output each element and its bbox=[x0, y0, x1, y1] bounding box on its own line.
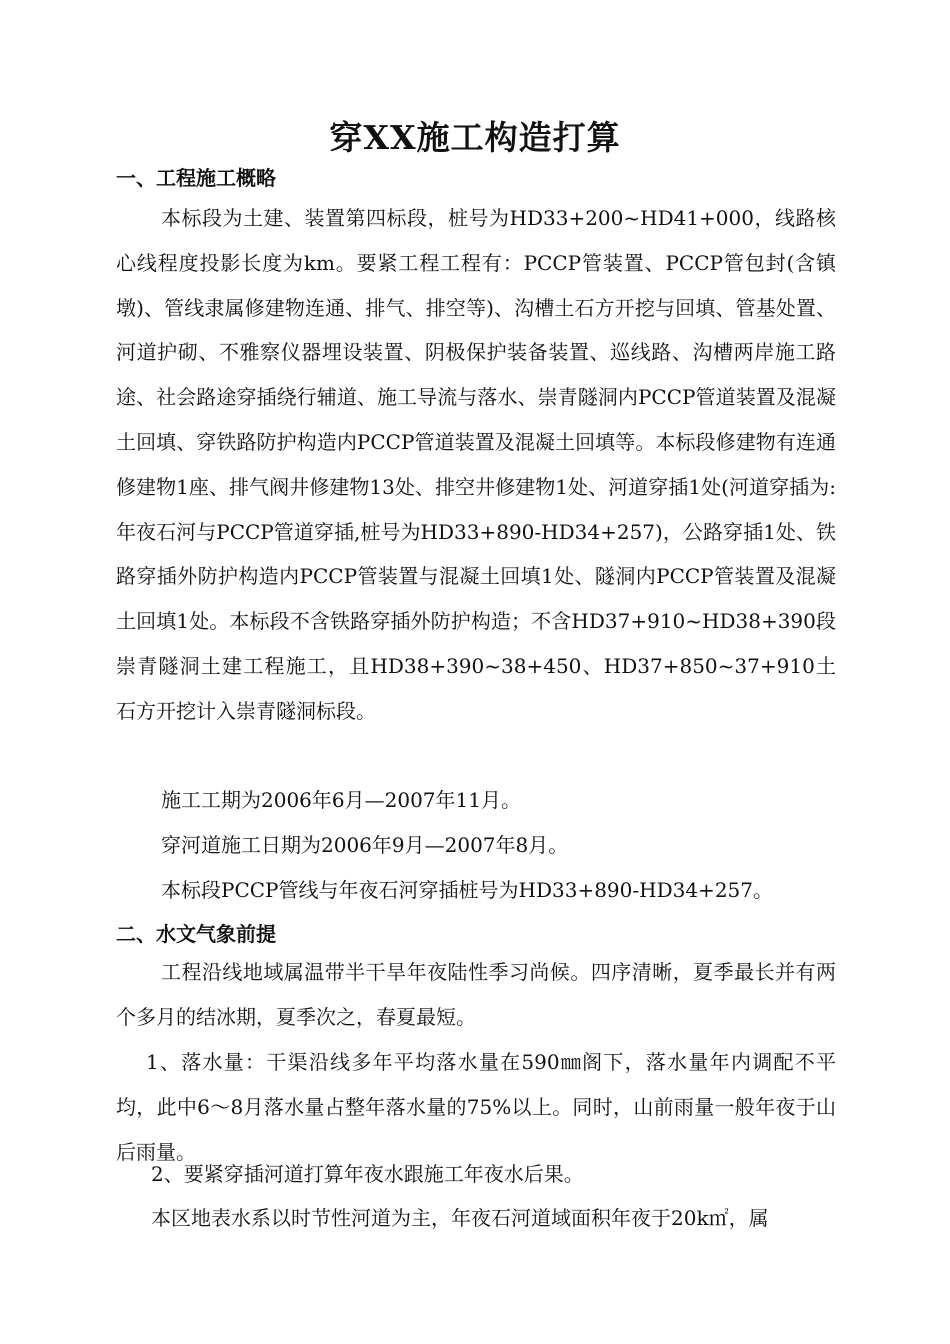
construction-period: 施工工期为2006年6月—2007年11月。 bbox=[161, 788, 521, 812]
section-heading-hydrology: 二、水文气象前提 bbox=[116, 922, 276, 946]
climate-paragraph: 工程沿线地域属温带半干旱年夜陆性季习尚候。四序清晰，夏季最长并有两个多月的结冰期，夏季次之，春夏最短。 bbox=[116, 960, 836, 1029]
river-crossing-station: 本标段PCCP管线与年夜石河穿插桩号为HD33+890-HD34+257。 bbox=[161, 878, 773, 902]
rainfall-paragraph: 1、落水量：干渠沿线多年平均落水量在590㎜阁下，落水量年内调配不平均，此中6～8月落水量占整年落水量的75%以上。同时，山前雨量一般年夜于山后雨量。 bbox=[116, 1050, 836, 1164]
flood-heading-line: 2、要紧穿插河道打算年夜水跟施工年夜水后果。 bbox=[151, 1162, 584, 1186]
document-title: 穿XX施工构造打算 bbox=[329, 118, 621, 157]
overview-paragraph: 本标段为土建、装置第四标段，桩号为HD33+200~HD41+000，线路核心线程度投影长度为km。要紧工程工程有：PCCP管装置、PCCP管包封(含镇墩)、管线隶属修建物连通、排气、排空等)、沟槽土石方开挖与回填、管基处置、河道护砌、不雅察仪器埋设装置、阴极保护装备装置、巡线路、沟槽两岸施工路途、社会路途穿插绕行辅道、施工导流与落水、崇青隧洞内PCCP管道装置及混凝土回填、穿铁路防护构造内PCCP管道装置及混凝土回填等。本标段修建物有连通修建物1座、排气阀井修建物13处、排空井修建物1处、河道穿插1处(河道穿插为:年夜石河与PCCP管道穿插,桩号为HD33+890-HD34+257)，公路穿插1处、铁路穿插外防护构造内PCCP管装置与混凝土回填1处、隧洞内PCCP管装置及混凝土回填1处。本标段不含铁路穿插外防护构造；不含HD37+910~HD38+390段崇青隧洞土建工程施工，且HD38+390~38+450、HD37+850~37+910土石方开挖计入崇青隧洞标段。 bbox=[116, 206, 836, 723]
river-crossing-period: 穿河道施工日期为2006年9月—2007年8月。 bbox=[161, 833, 569, 857]
surface-water-line: 本区地表水系以时节性河道为主，年夜石河道域面积年夜于20k㎡，属 bbox=[151, 1206, 769, 1230]
section-heading-overview: 一、工程施工概略 bbox=[116, 166, 276, 190]
